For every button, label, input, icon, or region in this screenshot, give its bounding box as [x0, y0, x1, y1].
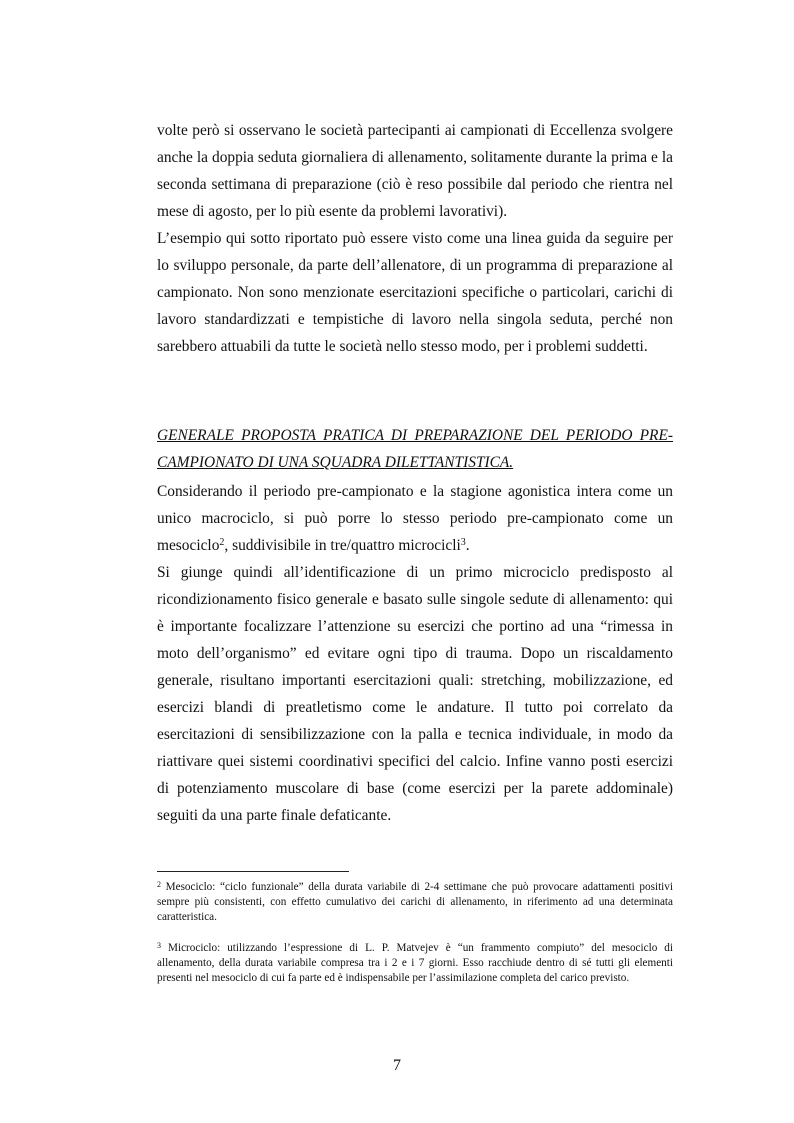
footnote-ref-2[interactable]: 2	[219, 537, 225, 548]
paragraph-text: , suddivisibile in tre/quattro microcicli	[224, 537, 461, 554]
footnote-text: Microciclo: utilizzando l’espressione di L. P. Matvejev è “un frammento compiuto” del mesociclo di allenamento, della durata variabile compresa tra i 2 e i 7 giorni. Esso racchiude dentro di sé tutti gli elementi presenti nel mesociclo di cui fa parte ed è indispensabile per l’assimilazione completa del carico previsto.	[157, 942, 673, 984]
body-paragraph-4: Si giunge quindi all’identificazione di un primo microciclo predisposto al ricondizionamento fisico generale e basato sulle singole sedute di allenamento: qui è importante focalizzare l’attenzione su esercizi che portino ad una “rimessa in moto dell’organismo” ed evitare ogni tipo di trauma. Dopo un riscaldamento generale, risultano importanti esercitazioni quali: stretching, mobilizzazione, ed esercizi blandi di preatletismo come le andature. Il tutto poi correlato da esercitazioni di sensibilizzazione con la palla e tecnica individuale, in modo da riattivare quei sistemi coordinativi specifici del calcio. Infine vanno posti esercizi di potenziamento muscolare di base (come esercizi per la parete addominale) seguiti da una parte finale defaticante.	[157, 564, 673, 824]
body-paragraph-3	[157, 478, 673, 559]
footnote-3	[157, 941, 673, 986]
paragraph-text: Considerando il periodo pre-campionato e la stagione agonistica intera come un unico macrociclo, si può porre lo stesso periodo pre-campionato come un mesociclo	[157, 483, 673, 554]
footnote-mark: 3	[157, 941, 161, 950]
body-paragraph-1: volte però si osservano le società partecipanti ai campionati di Eccellenza svolgere anche la doppia seduta giornaliera di allenamento, solitamente durante la prima e la seconda settimana di preparazione (ciò è reso possibile dal periodo che rientra nel mese di agosto, per lo più esente da problemi lavorativi).	[157, 122, 673, 220]
paragraph-text: .	[465, 537, 470, 554]
footnote-mark: 2	[157, 880, 161, 889]
page-number: 7	[393, 1057, 401, 1074]
footnote-2	[157, 880, 673, 925]
footnote-separator	[157, 871, 349, 872]
section-heading: GENERALE PROPOSTA PRATICA DI PREPARAZIONE DEL PERIODO PRE-CAMPIONATO DI UNA SQUADRA DILETTANTISTICA.	[157, 427, 673, 471]
footnote-text: Mesociclo: “ciclo funzionale” della durata variabile di 2-4 settimane che può provocare adattamenti positivi sempre più consistenti, con effetto cumulativo dei carichi di allenamento, in riferimento ad una determinata caratteristica.	[157, 881, 673, 923]
footnote-ref-3[interactable]: 3	[460, 537, 466, 548]
body-paragraph-2: L’esempio qui sotto riportato può essere visto come una linea guida da seguire per lo sviluppo personale, da parte dell’allenatore, di un programma di preparazione al campionato. Non sono menzionate esercitazioni specifiche o particolari, carichi di lavoro standardizzati e tempistiche di lavoro nella singola seduta, perché non sarebbero attuabili da tutte le società nello stesso modo, per i problemi suddetti.	[157, 230, 673, 355]
